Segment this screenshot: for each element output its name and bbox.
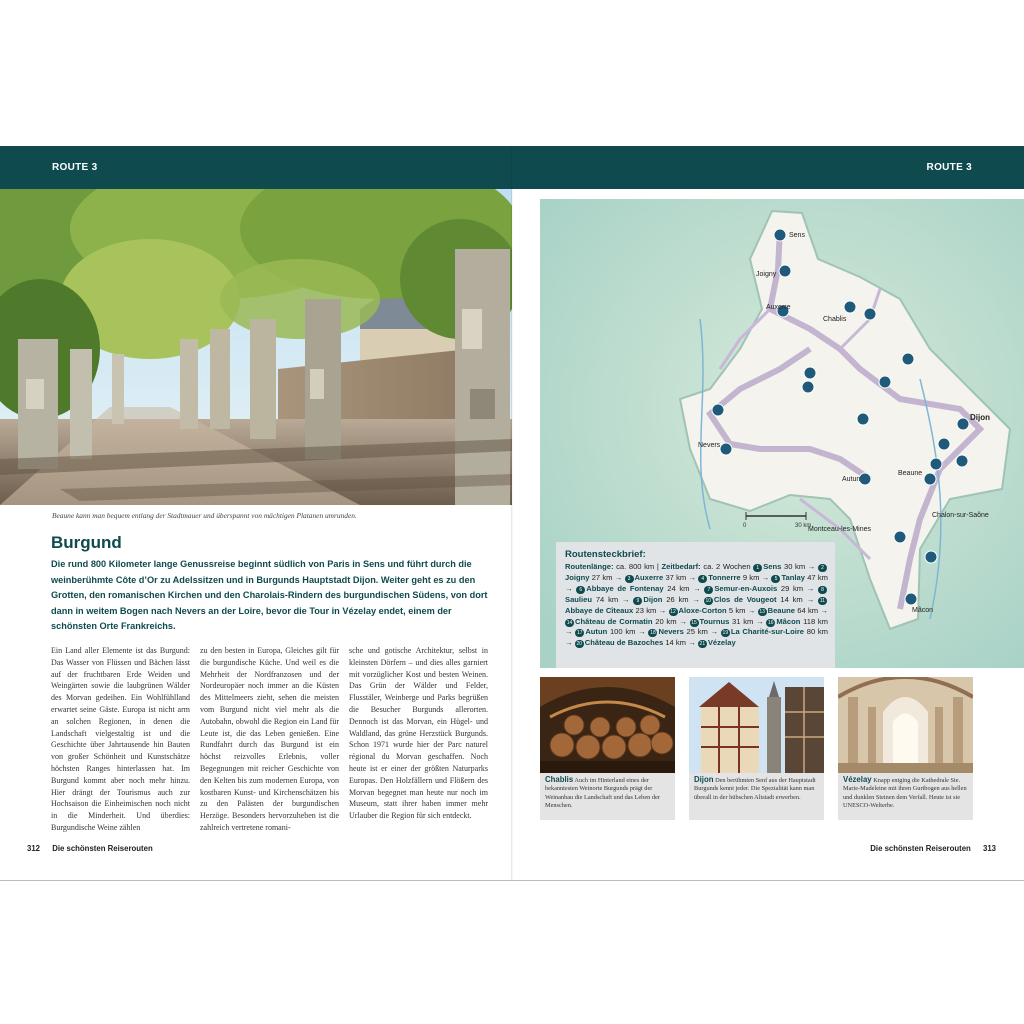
route-stop-number: 11 bbox=[819, 597, 826, 604]
route-stop-name: Saulieu bbox=[565, 594, 593, 604]
route-stop-number: 20 bbox=[576, 641, 582, 648]
page-number-right: 313 bbox=[982, 844, 996, 853]
route-stop bbox=[690, 617, 767, 626]
route-stop-name: Beaune bbox=[767, 605, 796, 615]
route-stop-distance: 5 km → bbox=[726, 605, 758, 615]
route-stop-name: Château de Cormatin bbox=[575, 616, 653, 626]
route-stop-distance: 9 km → bbox=[740, 572, 772, 582]
route-stop bbox=[633, 595, 703, 604]
article-headline: Burgund bbox=[51, 533, 122, 552]
map-label-chalon: Chalon-sur-Saône bbox=[932, 512, 989, 519]
route-stop-number: 7 bbox=[704, 586, 713, 594]
route-stop-number: 6 bbox=[576, 586, 585, 594]
route-stop-name: Abbaye de Cîteaux bbox=[565, 605, 634, 615]
route-stop-number: 1 bbox=[753, 564, 762, 572]
scale-end-label: 30 km bbox=[795, 523, 812, 529]
route-stop-number: 9 bbox=[633, 597, 642, 605]
route-profile-title: Routensteckbrief: bbox=[565, 549, 646, 560]
route-stop-number: 18 bbox=[650, 630, 656, 637]
route-stop-distance: 14 km → bbox=[663, 638, 698, 648]
thumbnail-caption-dijon bbox=[694, 776, 820, 802]
route-stop-distance: 31 km → bbox=[729, 616, 767, 626]
route-header-band bbox=[0, 147, 512, 189]
thumbnail-dijon bbox=[689, 677, 824, 820]
route-stop-distance: 30 km → bbox=[781, 562, 818, 571]
route-stop-distance: 37 km → bbox=[663, 572, 699, 582]
thumbnail-title-dijon: Dijon bbox=[694, 775, 714, 784]
route-stop-name: Clos de Vougeot bbox=[713, 594, 777, 604]
body-column-2: zu den besten in Europa, Gleiches gilt für die burgundische Küche. Und weil es die Mehrheit der Nordfranzosen und der Nordeuropäer noch immer an die Küsten des Mittelmeers zieht, sehen die meisten vom Burgund nicht viel mehr als die Autobahn, obwohl die Region ein Land für Leute ist, die das Leben genießen. Eine Rundfahrt durch das Burgund ist ein höchst reizvolles Erlebnis, voller Begegnungen mit reicher Geschichte von den Kelten bis zum modernen Europa, von kostbaren Kunst- und Kirchenschätzen bis zu den Palästen der burgundischen Herzöge. Besonders hervorzuheben ist die zahlreich vertretene romani- bbox=[200, 646, 339, 832]
route-stop-name: Aloxe-Corton bbox=[678, 605, 727, 615]
thumbnail-chablis bbox=[540, 677, 675, 820]
beaune-avenue-photo bbox=[0, 189, 512, 505]
route-stop bbox=[704, 584, 818, 593]
route-stop-name: La Charité-sur-Loire bbox=[730, 627, 805, 637]
route-stop-distance: 14 km → bbox=[776, 594, 818, 604]
dijon-timber-houses-photo bbox=[689, 677, 824, 773]
body-text-columns bbox=[51, 637, 491, 832]
route-stop-name: Mâcon bbox=[776, 616, 801, 626]
route-stop-number: 10 bbox=[705, 597, 712, 604]
route-stop-name: Autun bbox=[585, 627, 608, 637]
map-label-beaune: Beaune bbox=[898, 470, 923, 477]
route-profile-box bbox=[556, 542, 835, 668]
route-stop-name: Nevers bbox=[658, 627, 684, 637]
photo-caption: Beaune kann man bequem entlang der Stadtmauer und überspannt von mächtigen Platanen umrunden. bbox=[52, 511, 357, 520]
wine-cellar-photo bbox=[540, 677, 675, 773]
route-stop-distance: 74 km → bbox=[592, 594, 634, 604]
route-stop-name: Vézelay bbox=[707, 638, 736, 648]
route-stop-name: Abbaye de Fontenay bbox=[586, 583, 664, 593]
route-stop bbox=[753, 562, 818, 571]
route-stop-number: 4 bbox=[698, 575, 707, 583]
map-label-dijon: Dijon bbox=[970, 413, 990, 422]
route-stop bbox=[698, 638, 736, 647]
map-label-autun: Autun bbox=[842, 476, 861, 483]
route-stop bbox=[575, 638, 698, 647]
route-stop-name: Tanlay bbox=[781, 572, 805, 582]
route-label: ROUTE 3 bbox=[52, 162, 98, 173]
route-stop bbox=[758, 606, 828, 615]
route-stop-number: 8 bbox=[818, 586, 827, 594]
map-label-montceau: Montceau-les-Mines bbox=[808, 526, 872, 533]
thumbnail-caption-chablis bbox=[545, 776, 671, 811]
route-stop bbox=[648, 627, 720, 636]
route-stop-number: 5 bbox=[771, 575, 780, 583]
route-stop-name: Tonnerre bbox=[708, 572, 741, 582]
footer-title-right: Die schönsten Reiserouten bbox=[870, 844, 971, 853]
route-stop-name: Joigny bbox=[565, 572, 590, 582]
route-stop-number: 13 bbox=[759, 608, 765, 615]
route-profile-text: Routenlänge: ca. 800 km | Zeitbedarf: ca. 2 Wochen 1Sens 30 km → 2Joigny 27 km → 3Auxerre 37 km → 4Tonnerre 9 km → 5Tanlay 47 km → 6Abbaye de Fontenay 24 km → 7Semur-en-Auxois 29 km → 8Saulieu 74 km → 9Dijon 26 km → 10Clos de Vougeot 14 km → 11Abbaye de Cîteaux 23 km → 12Aloxe-Corton 5 km → 13Beaune 64 km → 14Château de Cormatin 20 km → 15Tournus 31 km → 16Mâcon 118 km → 17Autun 100 km → 18Nevers 25 km → 19La Charité-sur-Loire 80 km → 20Château de Bazoches 14 km → 21Vézelay bbox=[565, 562, 829, 648]
map-label-chablis: Chablis bbox=[823, 316, 847, 323]
time-required-value: ca. 2 Wochen bbox=[703, 562, 751, 571]
basilica-nave-photo bbox=[838, 677, 973, 773]
route-stop-distance: 80 km → bbox=[565, 627, 829, 648]
route-stop-name: Tournus bbox=[699, 616, 730, 626]
thumbnail-vezelay bbox=[838, 677, 973, 820]
route-stop-distance: 23 km → bbox=[633, 605, 669, 615]
book-spread bbox=[0, 146, 1024, 881]
footer-title-left: Die schönsten Reiserouten bbox=[52, 844, 153, 853]
plane-tree-avenue-illustration bbox=[0, 189, 512, 505]
route-stop-number: 14 bbox=[566, 619, 573, 626]
time-required-label: Zeitbedarf: bbox=[661, 562, 701, 571]
map-label-sens: Sens bbox=[789, 232, 805, 239]
route-stop bbox=[669, 606, 758, 615]
route-stop-distance: 47 km → bbox=[565, 572, 828, 593]
thumbnail-row bbox=[540, 677, 980, 822]
map-label-joigny: Joigny bbox=[756, 271, 777, 278]
route-stop-distance: 64 km → bbox=[795, 605, 828, 615]
page-number-left: 312 bbox=[27, 844, 41, 853]
thumbnail-title-chablis: Chablis bbox=[545, 775, 574, 784]
route-stop-name: Semur-en-Auxois bbox=[714, 583, 778, 593]
route-length-value: ca. 800 km bbox=[616, 562, 655, 571]
route-stop-number: 12 bbox=[670, 608, 676, 615]
route-stops-list bbox=[565, 562, 828, 647]
right-page bbox=[512, 147, 1024, 880]
map-label-auxerre: Auxerre bbox=[766, 304, 791, 311]
thumbnail-title-vezelay: Vézelay bbox=[843, 775, 872, 784]
route-length-label: Routenlänge: bbox=[565, 562, 614, 571]
route-stop-name: Sens bbox=[763, 562, 782, 571]
body-column-1: Ein Land aller Elemente ist das Burgund: Das Wasser von Flüssen und Bächen lässt auf der fruchtbaren Erde Weiden und Weingärten sowie die laubgrünen Wälder des Morvan gedeihen. Ein Wohlfühlland erwartet seine Gäste. Europa ist nicht arm an solchen Regionen, in denen die Landschaft vielgestaltig ist und die Geschichte über Jahrtausende hin Bauten von großer Schönheit und Kunstschätze höchsten Ranges hinterlassen hat. Im Burgund kommt aber noch mehr hinzu. Hier drängt der Tourismus auch zur Hochsaison die Einheimischen noch nicht in die Minderheit. Und überdies: Burgundische Weine zählen bbox=[51, 646, 190, 832]
route-stop-distance: 27 km → bbox=[589, 572, 625, 582]
route-stop bbox=[625, 573, 699, 582]
route-stop-distance: 20 km → bbox=[652, 616, 690, 626]
route-stop-distance: 100 km → bbox=[607, 627, 649, 637]
route-stop-name: Auxerre bbox=[634, 572, 664, 582]
route-stop-name: Dijon bbox=[643, 594, 663, 604]
thumbnail-text-dijon: Den berühmten Senf aus der Hauptstadt Burgunds kennt jeder. Die Spezialität kann man überall in der hübschen Altstadt erwerben. bbox=[694, 777, 816, 801]
route-stop bbox=[565, 617, 690, 626]
route-stop-name: Château de Bazoches bbox=[584, 638, 664, 648]
route-label-right: ROUTE 3 bbox=[926, 162, 972, 173]
route-stop bbox=[704, 595, 818, 604]
route-stop-number: 3 bbox=[625, 575, 634, 583]
route-stop bbox=[698, 573, 771, 582]
route-stop bbox=[575, 627, 648, 636]
body-column-3: sche und gotische Architektur, selbst in kleinsten Dörfern – und dies alles garniert mit vorzüglicher Kost und besten Weinen. Das Grün der Wälder und Felder, Flusstäler, Weinberge und Parks begrüßen die Besucher Burgunds allerorten. Dennoch ist das Morvan, ein Hügel- und Waldland, das grüne Herzstück Burgunds. Schon 1971 wurde hier der Parc naturel régional du Morvan geschaffen. Noch heute ist er einer der größten Naturparks Europas. Den Holzfällern und Flößern des Morvan begegnet man heute nur noch im Museum, statt ihrer haben immer mehr Urlauber die Region für sich entdeckt. bbox=[349, 646, 488, 821]
map-label-macon: Mâcon bbox=[912, 607, 934, 614]
thumbnail-text-chablis: Auch im Hinterland eines der bekanntesten Weinorte Burgunds prägt der Weinanbau die Landschaft und das Leben der Menschen. bbox=[545, 777, 660, 810]
route-stop-distance: 29 km → bbox=[777, 583, 818, 593]
route-stop-number: 2 bbox=[818, 564, 827, 572]
route-stop-number: 15 bbox=[691, 619, 697, 626]
thumbnail-text-vezelay: Knapp entging die Kathedrale Ste. Marie-Madeleine mit ihren Gurtbogen aus hellen und dunklen Steinen dem Verfall. Heute ist sie UNESCO-Welterbe. bbox=[843, 777, 967, 810]
map-label-nevers: Nevers bbox=[698, 442, 721, 449]
thumbnail-caption-vezelay bbox=[843, 776, 969, 811]
article-lead: Die rund 800 Kilometer lange Genussreise beginnt südlich von Paris in Sens und führt durch die weinberühmte Côte d’Or zu Adelssitzen und in Burgunds Hauptstadt Dijon. Weiter geht es zu den Grotten, den romanischen Kirchen und den Charolais-Rindern des burgundischen Südens, von dort dann in weitem Bogen nach Nevers an der Loire, bevor die Tour in Vézelay endet, einem der schönsten Orte Frankreichs. bbox=[51, 559, 488, 631]
left-footer bbox=[27, 844, 153, 853]
route-header-band-right bbox=[512, 147, 1024, 189]
route-stop bbox=[576, 584, 704, 593]
route-stop-distance: 24 km → bbox=[663, 583, 705, 593]
route-stop-number: 21 bbox=[699, 641, 706, 648]
route-stop-distance: 118 km → bbox=[565, 616, 829, 637]
right-footer bbox=[870, 844, 996, 853]
route-stop-distance: 25 km → bbox=[683, 627, 721, 637]
scale-start-label: 0 bbox=[743, 523, 747, 529]
route-stop-number: 16 bbox=[768, 619, 774, 626]
route-stop-distance: 26 km → bbox=[662, 594, 704, 604]
route-stop-number: 17 bbox=[577, 630, 583, 637]
left-page bbox=[0, 147, 512, 880]
route-stop-number: 19 bbox=[722, 630, 729, 637]
